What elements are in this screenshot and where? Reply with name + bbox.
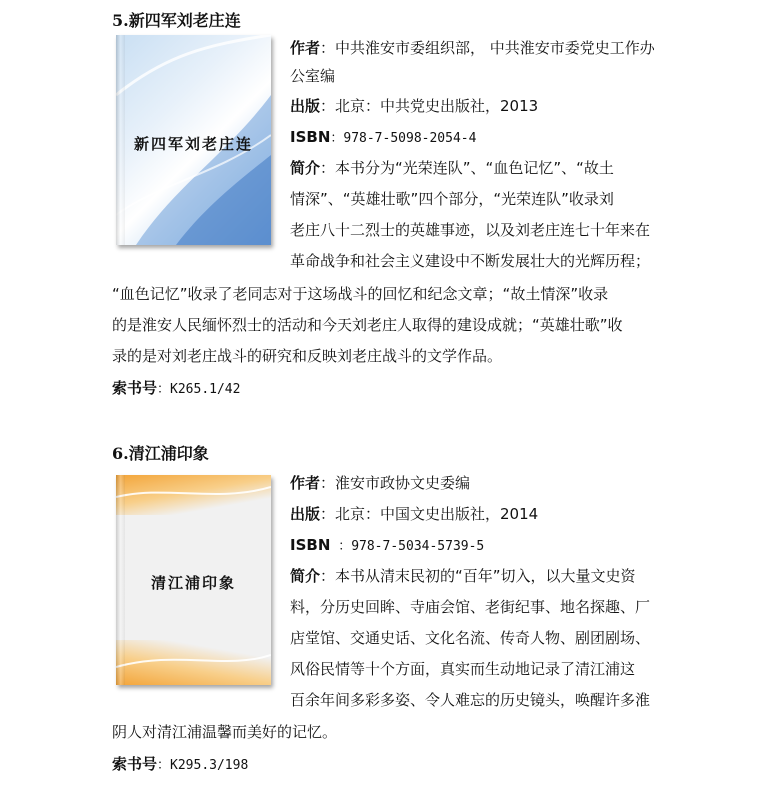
summary-label: 简介 bbox=[290, 159, 321, 177]
summary-line: ：本书从清末民初的“百年”切入，以大量文史资 bbox=[320, 567, 636, 585]
publish-label: 出版 bbox=[290, 505, 321, 523]
author-label: 作者 bbox=[290, 474, 321, 492]
summary-line: 的是淮安人民缅怀烈士的活动和今天刘老庄人取得的建设成就；“英雄壮歌”收 bbox=[112, 316, 623, 334]
publish-value: ：北京：中共党史出版社，2013 bbox=[320, 97, 539, 115]
isbn-value: ：978-7-5098-2054-4 bbox=[330, 131, 477, 146]
author-value: ：中共淮安市委组织部， 中共淮安市委党史工作办 bbox=[320, 39, 655, 57]
isbn-label: ISBN bbox=[290, 128, 331, 146]
isbn-label: ISBN bbox=[290, 536, 331, 554]
book-cover-image bbox=[116, 35, 271, 245]
call-number-value: ：K295.3/198 bbox=[157, 758, 249, 773]
summary-line: 革命战争和社会主义建设中不断发展壮大的光辉历程； bbox=[290, 252, 651, 270]
summary-line: “血色记忆”收录了老同志对于这场战斗的回忆和纪念文章；“故土情深”收录 bbox=[112, 285, 609, 303]
book-title: 5.新四军刘老庄连 bbox=[112, 11, 241, 30]
cover-title: 新四军刘老庄连 bbox=[133, 135, 253, 153]
summary-line: 店堂馆、交通史话、文化名流、传奇人物、剧团剧场、 bbox=[290, 629, 651, 647]
call-number-label: 索书号 bbox=[112, 755, 158, 773]
publish-value: ：北京：中国文史出版社，2014 bbox=[320, 505, 539, 523]
summary-label: 简介 bbox=[290, 567, 321, 585]
call-number-label: 索书号 bbox=[112, 379, 158, 397]
book-title: 6.清江浦印象 bbox=[112, 444, 209, 463]
call-number-value: ：K265.1/42 bbox=[157, 382, 241, 397]
summary-line: 情深”、“英雄壮歌”四个部分，“光荣连队”收录刘 bbox=[290, 190, 614, 208]
summary-line: 料，分历史回眸、寺庙会馆、老街纪事、地名探趣、厂 bbox=[290, 598, 651, 616]
publish-label: 出版 bbox=[290, 97, 321, 115]
cover-title: 清江浦印象 bbox=[150, 574, 236, 592]
author-label: 作者 bbox=[290, 39, 321, 57]
author-value: ：淮安市政协文史委编 bbox=[320, 474, 471, 492]
summary-line: ：本书分为“光荣连队”、“血色记忆”、“故土 bbox=[320, 159, 614, 177]
summary-line: 老庄八十二烈士的英雄事迹，以及刘老庄连七十年来在 bbox=[290, 221, 651, 239]
summary-line: 风俗民情等十个方面，真实而生动地记录了清江浦这 bbox=[290, 660, 636, 678]
summary-line: 录的是对刘老庄战斗的研究和反映刘老庄战斗的文学作品。 bbox=[112, 347, 503, 365]
isbn-value: ：978-7-5034-5739-5 bbox=[330, 539, 485, 554]
author-value-cont: 公室编 bbox=[290, 67, 336, 85]
summary-line: 百余年间多彩多姿、令人难忘的历史镜头，唤醒许多淮 bbox=[290, 691, 651, 709]
summary-line: 阴人对清江浦温馨而美好的记忆。 bbox=[112, 723, 338, 741]
book-cover-image bbox=[116, 475, 271, 685]
